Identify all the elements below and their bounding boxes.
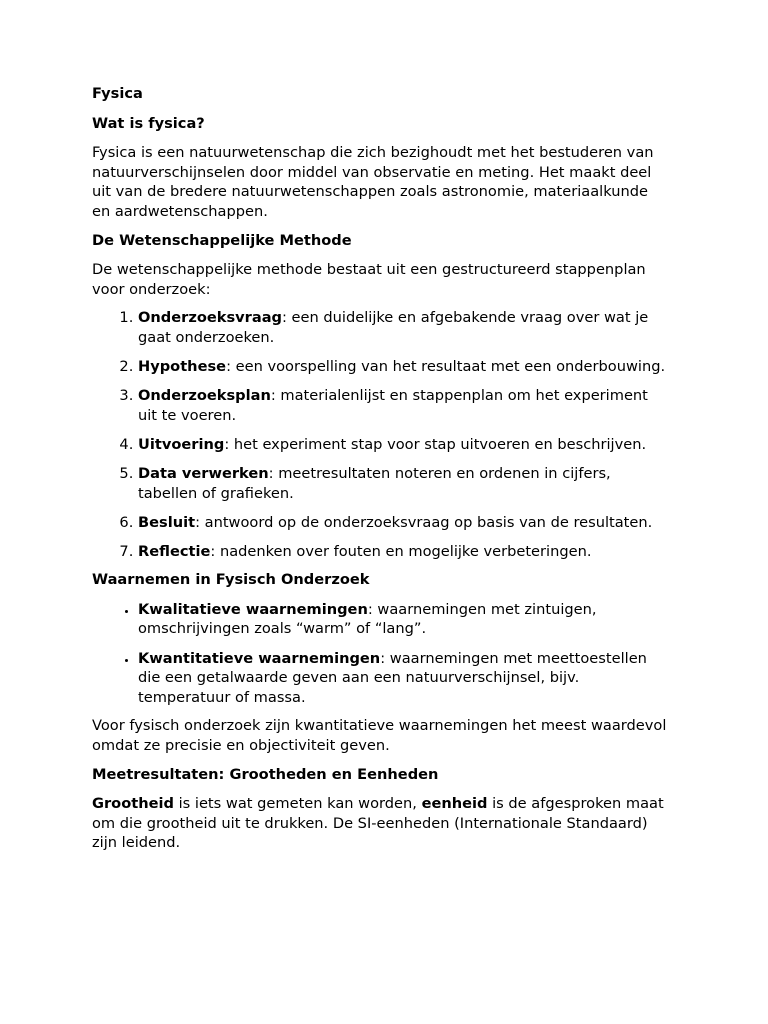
section-heading-wat-is-fysica: Wat is fysica? xyxy=(92,114,205,132)
paragraph-definition: Fysica is een natuurwetenschap die zich bezighoudt met het bestuderen van natuurverschijnselen door middel van observatie en meting. Het maakt deel uit van de bredere natuurwetenschappen zoals astronomie, materiaalkunde en aardwetenschappen. xyxy=(92,144,654,220)
list-item xyxy=(138,513,668,533)
paragraph-method-intro: De wetenschappelijke methode bestaat uit een gestructureerd stappenplan voor onderzoek: xyxy=(92,261,646,298)
list-item xyxy=(138,600,668,639)
list-item xyxy=(138,386,668,425)
list-item xyxy=(138,435,668,455)
section-heading-wetenschappelijke-methode: De Wetenschappelijke Methode xyxy=(92,231,352,249)
step-term: Uitvoering xyxy=(138,435,225,453)
step-term: Besluit xyxy=(138,513,196,531)
term-eenheid: eenheid xyxy=(421,795,488,813)
step-term: Onderzoeksvraag xyxy=(138,309,282,327)
bullet-term: Kwalitatieve waarnemingen xyxy=(138,600,368,618)
section-heading-waarnemen: Waarnemen in Fysisch Onderzoek xyxy=(92,571,370,589)
list-item xyxy=(138,308,668,347)
paragraph-observation-summary: Voor fysisch onderzoek zijn kwantitatieve waarnemingen het meest waardevol omdat ze precisie en objectiviteit geven. xyxy=(92,717,667,754)
document-title: Fysica xyxy=(92,85,143,102)
list-item xyxy=(138,649,668,708)
step-text: : antwoord op de onderzoeksvraag op basis van de resultaten. xyxy=(195,513,653,531)
step-text: : een duidelijke en afgebakende vraag over wat je gaat onderzoeken. xyxy=(138,309,649,346)
term-grootheid: Grootheid xyxy=(92,795,174,813)
list-item xyxy=(138,542,668,562)
step-text: : materialenlijst en stappenplan om het experiment uit te voeren. xyxy=(138,387,648,424)
step-term: Data verwerken xyxy=(138,464,269,482)
bullet-text: : waarnemingen met zintuigen, omschrijvingen zoals “warm” of “lang”. xyxy=(138,600,597,638)
step-text: : een voorspelling van het resultaat met een onderbouwing. xyxy=(226,358,666,376)
step-text: : het experiment stap voor stap uitvoeren en beschrijven. xyxy=(224,435,647,453)
bullet-text: : waarnemingen met meettoestellen die een getalwaarde geven aan een natuurverschijnsel, bijv. temperatuur of massa. xyxy=(138,649,647,706)
step-text: : nadenken over fouten en mogelijke verbeteringen. xyxy=(210,542,592,560)
paragraph-grootheden xyxy=(92,794,668,853)
observation-types-list xyxy=(92,600,668,707)
step-term: Reflectie xyxy=(138,542,211,560)
bullet-term: Kwantitatieve waarnemingen xyxy=(138,649,381,667)
step-term: Onderzoeksplan xyxy=(138,387,271,405)
step-text: : meetresultaten noteren en ordenen in cijfers, tabellen of grafieken. xyxy=(138,464,611,502)
text-segment: is de afgesproken maat om die grootheid uit te drukken. De SI-eenheden (Internationale Standaard) zijn leidend. xyxy=(92,795,664,852)
text-segment: is iets wat gemeten kan worden, xyxy=(173,795,422,813)
method-steps-list xyxy=(92,308,668,561)
list-item xyxy=(138,464,668,503)
list-item xyxy=(138,357,668,377)
step-term: Hypothese xyxy=(138,358,227,376)
section-heading-meetresultaten: Meetresultaten: Grootheden en Eenheden xyxy=(92,765,439,783)
